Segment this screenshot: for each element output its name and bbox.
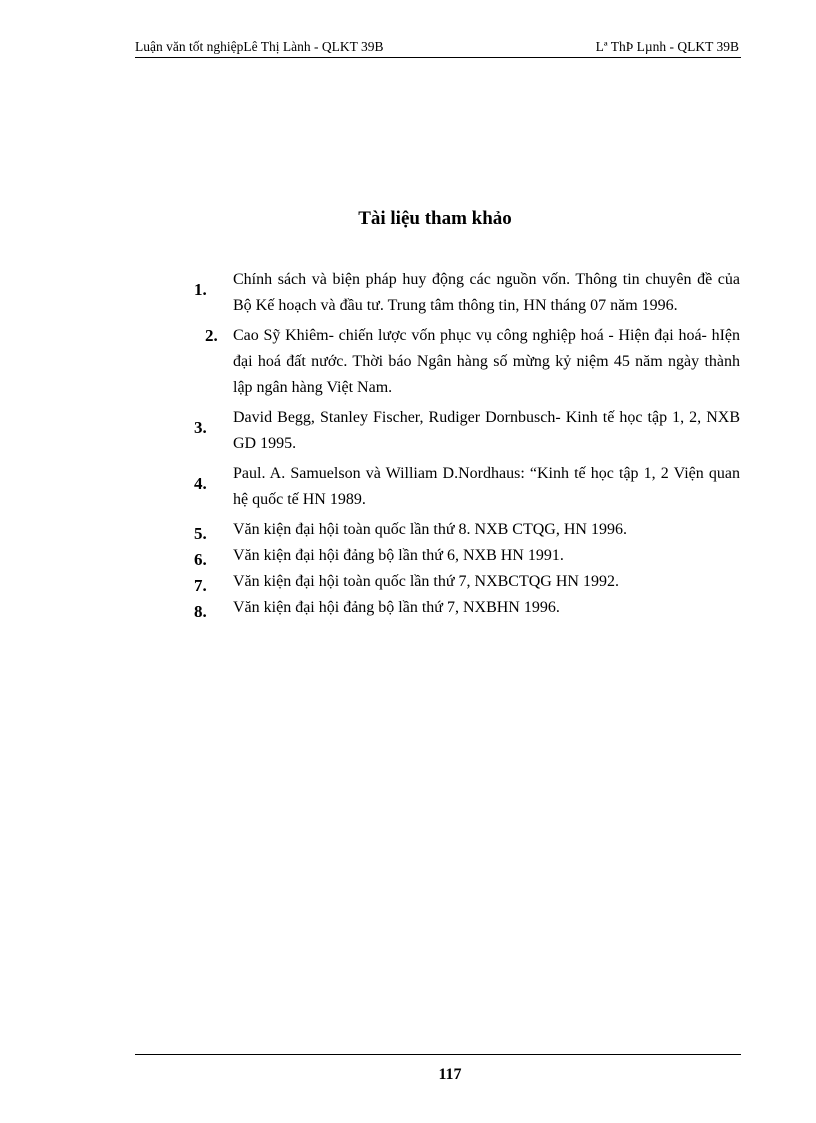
reference-text: Văn kiện đại hội đảng bộ lần thứ 7, NXBHN 1996.: [233, 599, 560, 616]
reference-item: [185, 405, 740, 457]
reference-item: [185, 569, 740, 595]
reference-item: [185, 461, 740, 513]
reference-list: [185, 267, 740, 621]
header-right-text: Lª ThÞ Lµnh - QLKT 39B: [595, 39, 739, 54]
footer-divider: [135, 1054, 741, 1055]
reference-item: [185, 323, 740, 401]
page-title: Tài liệu tham khảo: [358, 208, 512, 229]
reference-text: Cao Sỹ Khiêm- chiến lược vốn phục vụ công nghiệp hoá - Hiện đại hoá- hIện đại hoá đất nước. Thời báo Ngân hàng số mừng kỷ niệm 45 năm ngày thành lập ngân hàng Việt Nam.: [233, 327, 740, 396]
reference-number: 7.: [194, 576, 207, 595]
reference-text: Văn kiện đại hội toàn quốc lần thứ 8. NXB CTQG, HN 1996.: [233, 521, 627, 538]
reference-text: Chính sách và biện pháp huy động các nguồn vốn. Thông tin chuyên đề của Bộ Kế hoạch và đầu tư. Trung tâm thông tin, HN tháng 07 năm 1996.: [233, 271, 740, 314]
reference-text: Paul. A. Samuelson và William D.Nordhaus: “Kinh tế học tập 1, 2 Viện quan hệ quốc tế HN 1989.: [233, 465, 740, 508]
reference-number: 4.: [194, 474, 207, 493]
reference-item: [185, 267, 740, 319]
reference-number: 2.: [205, 326, 218, 345]
running-header: [135, 37, 741, 58]
reference-text: Văn kiện đại hội đảng bộ lần thứ 6, NXB HN 1991.: [233, 547, 564, 564]
reference-number: 3.: [194, 418, 207, 437]
reference-number: 6.: [194, 550, 207, 569]
reference-item: [185, 517, 740, 543]
page-number: 117: [438, 1066, 462, 1083]
reference-item: [185, 595, 740, 621]
reference-text: David Begg, Stanley Fischer, Rudiger Dornbusch- Kinh tế học tập 1, 2, NXB GD 1995.: [233, 409, 740, 452]
reference-number: 1.: [194, 280, 207, 299]
reference-item: [185, 543, 740, 569]
reference-number: 5.: [194, 524, 207, 543]
reference-text: Văn kiện đại hội toàn quốc lần thứ 7, NXBCTQG HN 1992.: [233, 573, 619, 590]
reference-number: 8.: [194, 602, 207, 621]
header-left-text: Luận văn tốt nghiệpLê Thị Lành - QLKT 39B: [135, 39, 384, 54]
